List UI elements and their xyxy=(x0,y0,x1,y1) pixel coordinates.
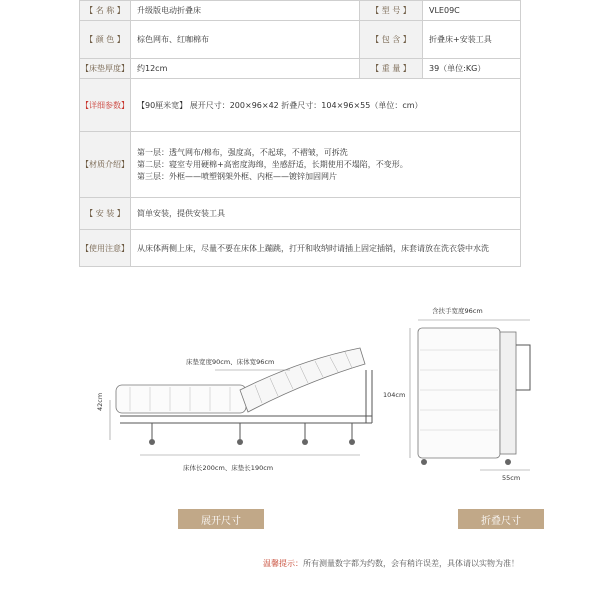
folded-bed-diagram xyxy=(400,310,560,480)
unfolded-size-caption: 展开尺寸 xyxy=(178,509,264,529)
value-name: 升级版电动折叠床 xyxy=(131,1,360,21)
label-params: 【详细参数】 xyxy=(80,79,131,132)
footer-note-text: 所有测量数字都为约数，会有稍许误差，具体请以实物为准！ xyxy=(303,559,519,568)
footer-note-prefix: 温馨提示： xyxy=(263,559,303,568)
value-includes: 折叠床+安装工具 xyxy=(423,21,521,59)
value-params: 【90厘米宽】 展开尺寸：200×96×42 折叠尺寸：104×96×55（单位：cm） xyxy=(131,79,521,132)
folded-height-label: 104cm xyxy=(383,391,406,399)
label-name: 【 名 称 】 xyxy=(80,1,131,21)
unfolded-width-label: 床垫宽度90cm、床体宽96cm xyxy=(186,358,275,366)
label-weight: 【 重 量 】 xyxy=(360,59,423,79)
value-color: 棕色网布、红咖棉布 xyxy=(131,21,360,59)
spec-row-notice xyxy=(80,230,521,267)
folded-width-label: 含扶手宽度96cm xyxy=(432,307,483,315)
label-material: 【材质介绍】 xyxy=(80,132,131,198)
label-includes: 【 包 含 】 xyxy=(360,21,423,59)
spec-row-install xyxy=(80,198,521,230)
material-line-2: 第二层：寝室专用硬棉+高密度海绵，坐感舒适，长期使用不塌陷，不变形。 xyxy=(137,159,408,169)
unfolded-bed-diagram xyxy=(90,330,390,480)
spec-row-params xyxy=(80,79,521,132)
value-weight: 39（单位:KG） xyxy=(423,59,521,79)
value-model: VLE09C xyxy=(423,1,521,21)
material-line-3: 第三层：外框——喷塑钢架外框、内框——镀锌加固网片 xyxy=(137,171,337,181)
value-notice: 从床体两侧上床，尽量不要在床体上蹦跳，打开和收纳时请插上固定插销，床套请放在洗衣袋中水洗 xyxy=(131,230,521,267)
value-material xyxy=(131,132,521,198)
spec-row-thickness xyxy=(80,59,521,79)
spec-table xyxy=(79,0,521,267)
unfolded-length-label: 床体长200cm、床垫长190cm xyxy=(183,464,274,472)
folded-size-caption: 折叠尺寸 xyxy=(458,509,544,529)
folded-depth-label: 55cm xyxy=(502,474,521,482)
spec-row-name xyxy=(80,1,521,21)
label-color: 【 颜 色 】 xyxy=(80,21,131,59)
label-thickness: 【床垫厚度】 xyxy=(80,59,131,79)
unfolded-height-label: 42cm xyxy=(96,392,104,411)
footer-note xyxy=(263,558,519,569)
value-install: 简单安装，提供安装工具 xyxy=(131,198,521,230)
label-model: 【 型 号 】 xyxy=(360,1,423,21)
label-notice: 【使用注意】 xyxy=(80,230,131,267)
spec-row-material xyxy=(80,132,521,198)
spec-row-color xyxy=(80,21,521,59)
material-line-1: 第一层：透气网布/棉布，强度高，不起球，不褶皱，可拆洗 xyxy=(137,147,348,157)
label-install: 【 安 装 】 xyxy=(80,198,131,230)
value-thickness: 约12cm xyxy=(131,59,360,79)
